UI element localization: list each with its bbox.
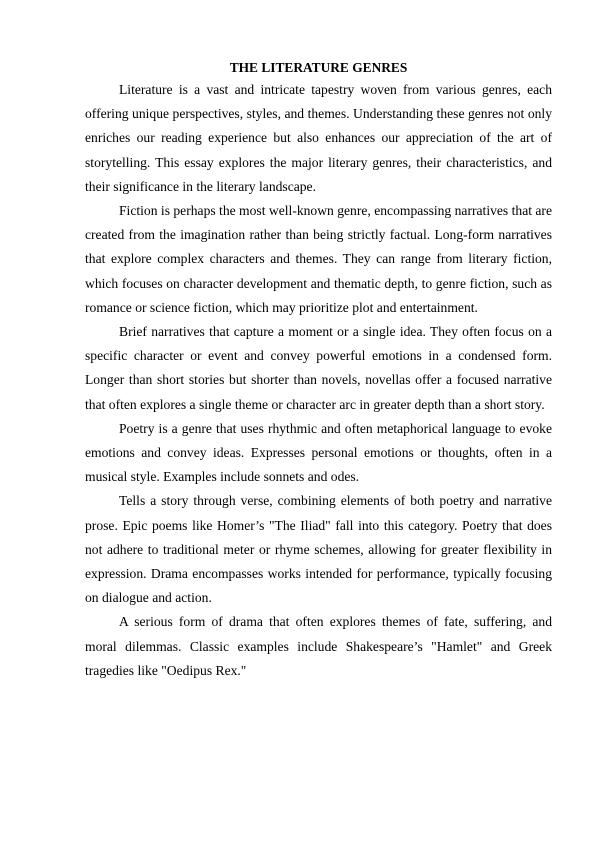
paragraph-narrative-poetry: Tells a story through verse, combining elements of both poetry and narrative prose. Epic poems like Homer’s "The Iliad" fall into this category. Poetry that does not adhere to traditional meter or rhyme schemes, allowing for greater flexibility in expression. Drama encompasses works intended for performance, typically focusing on dialogue and action.	[85, 493, 552, 606]
document-page	[85, 58, 552, 683]
paragraph-intro: Literature is a vast and intricate tapestry woven from various genres, each offering unique perspectives, styles, and themes. Understanding these genres not only enriches our reading experience but also enhances our appreciation of the art of storytelling. This essay explores the major literary genres, their characteristics, and their significance in the literary landscape.	[85, 82, 552, 194]
document-title: THE LITERATURE GENRES	[229, 60, 408, 75]
paragraph-short-stories: Brief narratives that capture a moment or a single idea. They often focus on a specific character or event and convey powerful emotions in a condensed form. Longer than short stories but shorter than novels, novellas offer a focused narrative that often explores a single theme or character arc in greater depth than a short story.	[85, 324, 552, 412]
paragraph-fiction: Fiction is perhaps the most well-known genre, encompassing narratives that are created from the imagination rather than being strictly factual. Long-form narratives that explore complex characters and themes. They can range from literary fiction, which focuses on character development and thematic depth, to genre fiction, such as romance or science fiction, which may prioritize plot and entertainment.	[85, 203, 552, 315]
paragraph-poetry: Poetry is a genre that uses rhythmic and often metaphorical language to evoke emotions and convey ideas. Expresses personal emotions or thoughts, often in a musical style. Examples include sonnets and odes.	[85, 420, 552, 485]
paragraph-tragedy: A serious form of drama that often explores themes of fate, suffering, and moral dilemmas. Classic examples include Shakespeare’s "Hamlet" and Greek tragedies like "Oedipus Rex."	[85, 614, 552, 678]
